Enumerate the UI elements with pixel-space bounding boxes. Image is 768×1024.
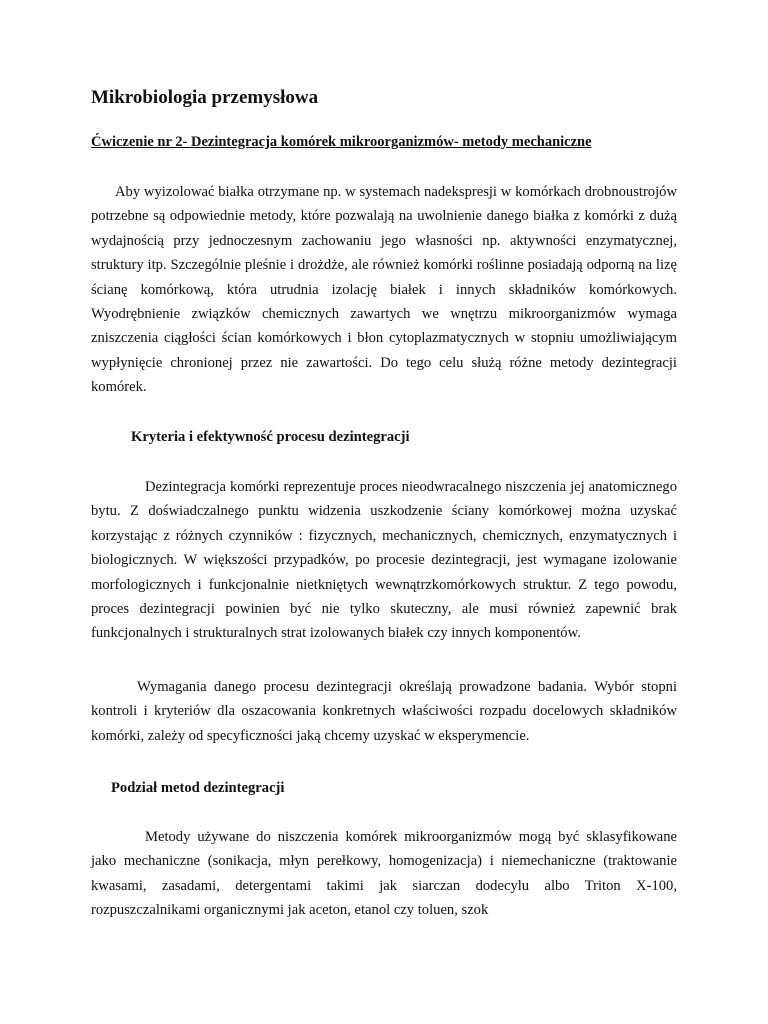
criteria-paragraph-2: Wymagania danego procesu dezintegracji określają prowadzone badania. Wybór stopni kontroli i kryteriów dla oszacowania konkretnych właściwości rozpadu docelowych składników komórki, zależy od specyficzności jaką chcemy uzyskać w eksperymencie. [91, 679, 677, 744]
exercise-subtitle: Ćwiczenie nr 2- Dezintegracja komórek mikroorganizmów- metody mechaniczne [91, 134, 592, 150]
intro-paragraph: Aby wyizolować białka otrzymane np. w systemach nadekspresji w komórkach drobnoustrojów potrzebne są odpowiednie metody, które pozwalają na uwolnienie danego białka z komórki z dużą wydajnością przy jednoczesnym zachowaniu jego własności np. aktywności enzymatycznej, struktury itp. Szczególnie pleśnie i drożdże, ale również komórki roślinne posiadają odporną na lizę ścianę komórkową, która utrudnia izolację białek i innych składników komórkowych. Wyodrębnienie związków chemicznych zawartych we wnętrzu mikroorganizmów wymaga zniszczenia ciągłości ścian komórkowych i błon cytoplazmatycznych w stopniu umożliwiającym wypłynięcie chronionej przez nie zawartości. Do tego celu służą różne metody dezintegracji komórek. [91, 184, 677, 396]
methods-paragraph: Metody używane do niszczenia komórek mikroorganizmów mogą być sklasyfikowane jako mechaniczne (sonikacja, młyn perełkowy, homogenizacja) i niemechaniczne (traktowanie kwasami, zasadami, detergentami takimi jak siarczan dodecylu albo Triton X-100, rozpuszczalnikami organicznymi jak aceton, etanol czy toluen, szok [91, 829, 677, 919]
methods-heading: Podział metod dezintegracji [111, 780, 285, 796]
criteria-heading: Kryteria i efektywność procesu dezintegracji [131, 429, 410, 445]
criteria-paragraph-1: Dezintegracja komórki reprezentuje proces nieodwracalnego niszczenia jej anatomicznego bytu. Z doświadczalnego punktu widzenia uszkodzenie ściany komórkowej można uzyskać korzystając z różnych czynników : fizycznych, mechanicznych, chemicznych, enzymatycznych i biologicznych. W większości przypadków, po procesie dezintegracji, jest wymagane izolowanie morfologicznych i funkcjonalnie nietkniętych wewnątrzkomórkowych struktur. Z tego powodu, proces dezintegracji powinien być nie tylko skuteczny, ale musi również zapewnić brak funkcjonalnych i strukturalnych strat izolowanych białek czy innych komponentów. [91, 479, 677, 642]
document-title: Mikrobiologia przemysłowa [91, 87, 319, 108]
